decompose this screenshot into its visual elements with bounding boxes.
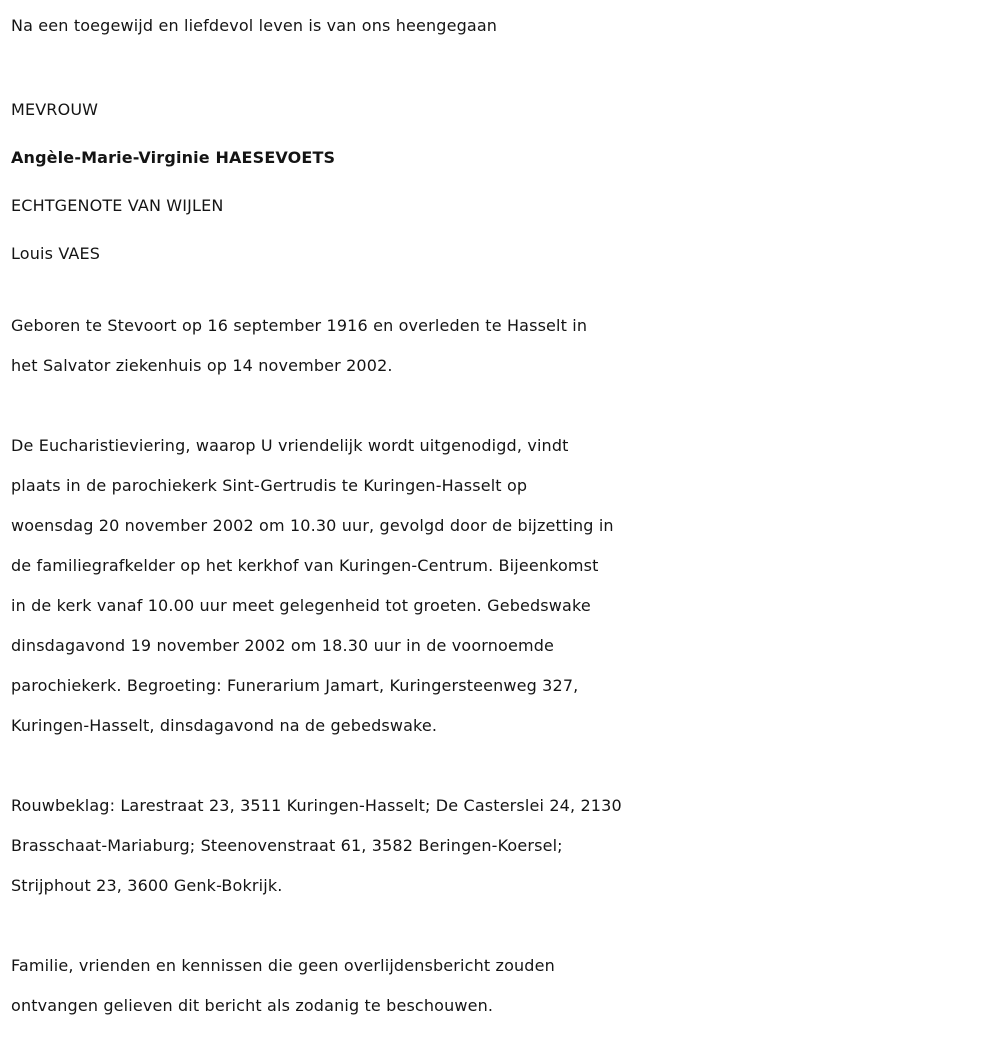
closing-paragraph xyxy=(11,946,996,1026)
ceremony-paragraph xyxy=(11,426,996,746)
deceased-block xyxy=(11,86,996,278)
birth-death-paragraph xyxy=(11,306,996,386)
paragraph-line: parochiekerk. Begroeting: Funerarium Jamart, Kuringersteenweg 327, xyxy=(11,676,579,695)
salutation: MEVROUW xyxy=(11,100,99,119)
paragraph-line: Kuringen-Hasselt, dinsdagavond na de gebedswake. xyxy=(11,716,438,735)
mourning-addresses-paragraph xyxy=(11,786,996,906)
paragraph-line: in de kerk vanaf 10.00 uur meet gelegenheid tot groeten. Gebedswake xyxy=(11,596,591,615)
paragraph-line: De Eucharistieviering, waarop U vriendelijk wordt uitgenodigd, vindt xyxy=(11,436,569,455)
paragraph-line: Brasschaat-Mariaburg; Steenovenstraat 61, 3582 Beringen-Koersel; xyxy=(11,836,563,855)
deceased-name: Angèle-Marie-Virginie HAESEVOETS xyxy=(11,148,336,167)
paragraph-line: Familie, vrienden en kennissen die geen overlijdensbericht zouden xyxy=(11,956,555,975)
paragraph-line: dinsdagavond 19 november 2002 om 18.30 uur in de voornoemde xyxy=(11,636,554,655)
paragraph-line: Rouwbeklag: Larestraat 23, 3511 Kuringen-Hasselt; De Casterslei 24, 2130 xyxy=(11,796,622,815)
paragraph-line: het Salvator ziekenhuis op 14 november 2002. xyxy=(11,356,393,375)
death-notice xyxy=(11,6,996,1026)
paragraph-line: plaats in de parochiekerk Sint-Gertrudis te Kuringen-Hasselt op xyxy=(11,476,528,495)
paragraph-line: Geboren te Stevoort op 16 september 1916 en overleden te Hasselt in xyxy=(11,316,588,335)
paragraph-line: Strijphout 23, 3600 Genk-Bokrijk. xyxy=(11,876,283,895)
paragraph-line: woensdag 20 november 2002 om 10.30 uur, gevolgd door de bijzetting in xyxy=(11,516,614,535)
spouse-name: Louis VAES xyxy=(11,244,101,263)
intro-text: Na een toegewijd en liefdevol leven is van ons heengegaan xyxy=(11,16,498,35)
paragraph-line: de familiegrafkelder op het kerkhof van Kuringen-Centrum. Bijeenkomst xyxy=(11,556,599,575)
paragraph-line: ontvangen gelieven dit bericht als zodanig te beschouwen. xyxy=(11,996,494,1015)
spouse-label: ECHTGENOTE VAN WIJLEN xyxy=(11,196,224,215)
